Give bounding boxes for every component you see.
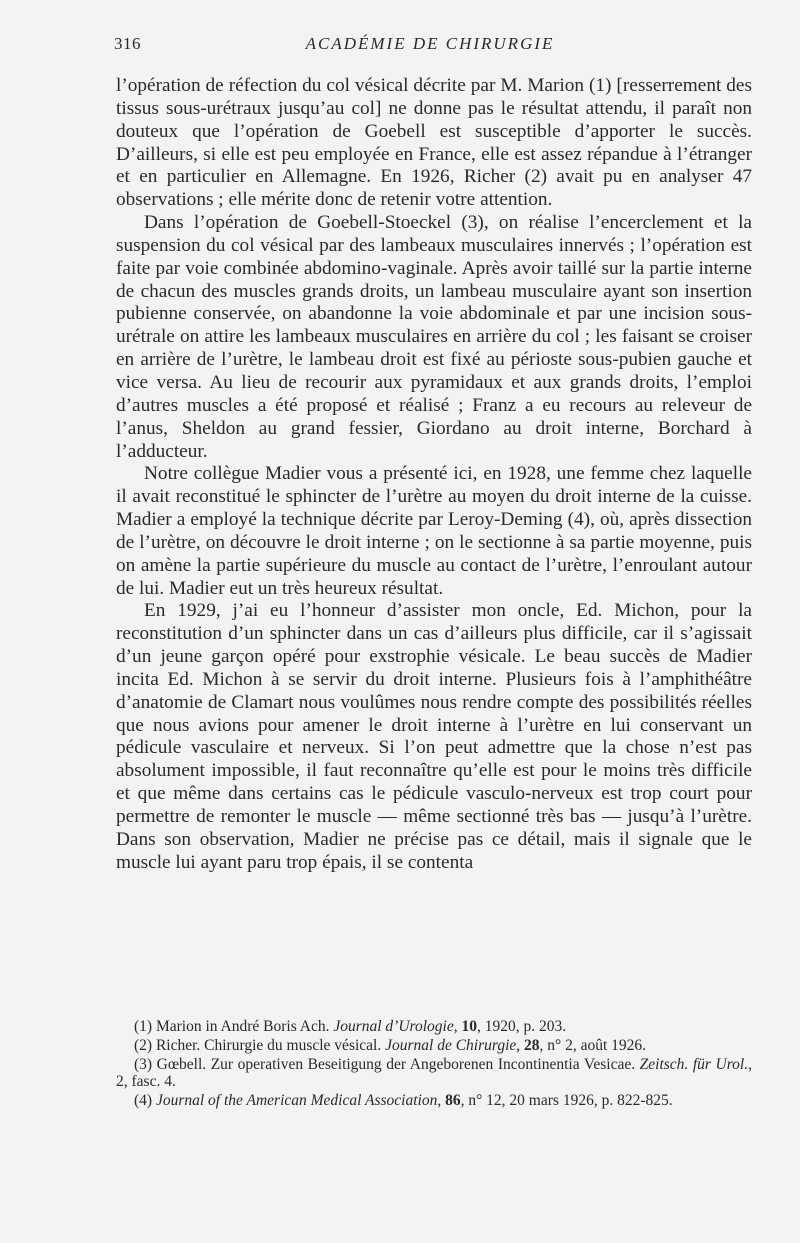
footnote-1-text: (1) Marion in André Boris Ach. (134, 1018, 334, 1035)
paragraph-4: En 1929, j’ai eu l’honneur d’assister mon oncle, Ed. Michon, pour la reconstitution d’un sphincter dans un cas d’ailleurs plus difficile, car il s’agissait d’un jeune garçon opéré pour exstrophie vésicale. Le beau succès de Madier incita Ed. Michon à se servir du droit interne. Plusieurs fois à l’amphithéâtre d’anatomie de Clamart nous voulûmes nous rendre compte des possibilités réelles que nous avions pour amener le droit interne à l’urètre en lui conservant un pédicule vasculaire et nerveux. Si l’on peut admettre que la chose n’est pas absolument impossible, il faut reconnaître qu’elle est pour le moins très difficile et que même dans certains cas le pédicule vasculo-nerveux est trop court pour permettre de remonter le muscle — même sectionné très bas — jusqu’à l’urètre. Dans son observation, Madier ne précise pas ce détail, mais il signale que le muscle lui ayant paru trop épais, il se contenta (116, 600, 752, 873)
footnote-2-journal: Journal de Chirurgie (385, 1036, 517, 1054)
paragraph-3: Notre collègue Madier vous a présenté ici, en 1928, une femme chez laquelle il avait reconstitué le sphincter de l’urètre au moyen du droit interne de la cuisse. Madier a employé la technique décrite par Leroy-Deming (4), où, après dissection de l’urètre, on découvre le droit interne ; on le sectionne à sa partie moyenne, puis on amène la partie supérieure du muscle au contact de l’urètre, l’enroulant autour de lui. Madier eut un très heureux résultat. (116, 463, 752, 599)
body-text (116, 75, 752, 875)
page-number: 316 (114, 34, 141, 53)
footnote-2: (2) Richer. Chirurgie du muscle vésical. Journal de Chirurgie, 28, n° 2, août 1926. (134, 1036, 647, 1054)
footnotes (116, 1018, 752, 1111)
paragraph-2: Dans l’opération de Goebell-Stoeckel (3), on réalise l’encerclement et la suspension du col vésical par des lambeaux musculaires innervés ; l’opération est faite par voie combinée abdomino-vaginale. Après avoir taillé sur la partie interne de chacun des muscles grands droits, un lambeau musculaire ayant son insertion pubienne conservée, on abandonne la voie abdominale et par une incision sous-urétrale on attire les lambeaux musculaires en arrière du col ; les faisant se croiser en arrière de l’urètre, le lambeau droit est fixé au périoste sous-pubien gauche et vice versa. Au lieu de recourir aux pyramidaux et aux grands droits, l’emploi d’autres muscles a été proposé et réalisé ; Franz a eu recours au releveur de l’anus, Sheldon au grand fessier, Giordano au droit interne, Borchard à l’adducteur. (116, 212, 752, 462)
paragraph-1: l’opération de réfection du col vésical décrite par M. Marion (1) [resserrement des tissus sous-urétraux jusqu’au col] ne donne pas le résultat attendu, il paraît non douteux que l’opération de Goebell est susceptible d’apporter le succès. D’ailleurs, si elle est peu employée en France, elle est assez répandue à l’étranger et en particulier en Allemagne. En 1926, Richer (2) avait pu en analyser 47 observations ; elle mérite donc de retenir votre attention. (116, 75, 752, 211)
page-header (110, 34, 750, 58)
footnote-4: (4) Journal of the American Medical Association, 86, n° 12, 20 mars 1926, p. 822-825. (134, 1092, 673, 1110)
footnote-1: (1) Marion in André Boris Ach. Journal d’Urologie, 10, 1920, p. 203. (134, 1018, 567, 1035)
footnote-4-text: (4) (134, 1092, 156, 1110)
footnote-2-text: (2) Richer. Chirurgie du muscle vésical. (134, 1036, 386, 1054)
footnote-1-volume: 10 (461, 1018, 477, 1035)
footnote-1-journal: Journal d’Urologie (333, 1018, 454, 1035)
footnote-4-volume: 86 (445, 1092, 461, 1110)
running-title: ACADÉMIE DE CHIRURGIE (305, 34, 555, 53)
footnote-3: (3) Gœbell. Zur operativen Beseitigung der Angeborenen Incontinentia Vesicae. Zeitsch. für Urol., 2, fasc. 4. (116, 1055, 752, 1091)
footnote-4-journal: Journal of the American Medical Association (155, 1092, 438, 1110)
footnote-2-volume: 28 (524, 1036, 540, 1054)
footnote-3-text: (3) Gœbell. Zur operativen Beseitigung der Angeborenen Incontinentia Vesicae. (134, 1055, 640, 1073)
footnote-3-journal: Zeitsch. für Urol. (639, 1055, 749, 1073)
